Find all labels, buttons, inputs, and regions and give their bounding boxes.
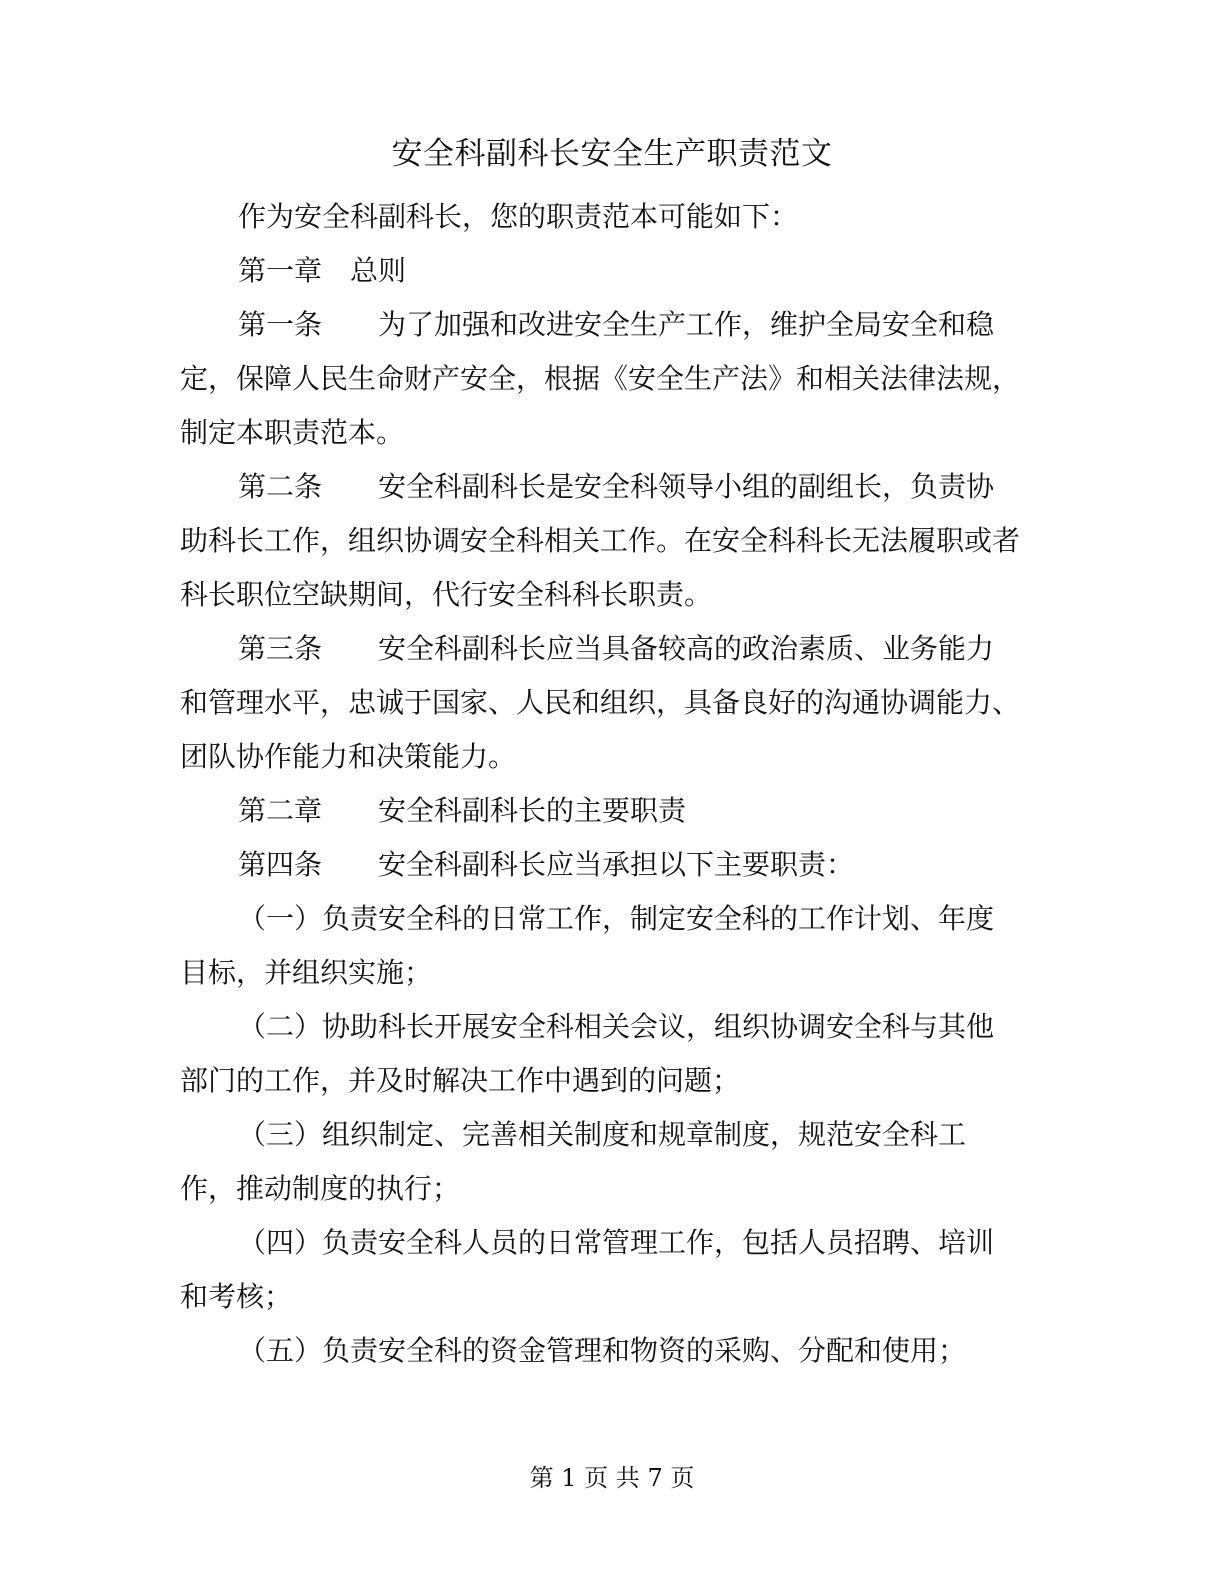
document-body (180, 190, 1020, 1378)
document-title: 安全科副科长安全生产职责范文 (391, 136, 833, 172)
article-2: 第二条 安全科副科长是安全科领导小组的副组长，负责协助科长工作，组织协调安全科相关工作。在安全科科长无法履职或者科长职位空缺期间，代行安全科科长职责。 (180, 470, 1021, 611)
duty-item-3: （三）组织制定、完善相关制度和规章制度，规范安全科工作，推动制度的执行； (180, 1118, 967, 1205)
duty-item-1: （一）负责安全科的日常工作，制定安全科的工作计划、年度目标，并组织实施； (180, 902, 995, 989)
duty-item-4: （四）负责安全科人员的日常管理工作，包括人员招聘、培训和考核； (180, 1226, 995, 1313)
article-1: 第一条 为了加强和改进安全生产工作，维护全局安全和稳定，保障人民生命财产安全，根据《安全生产法》和相关法律法规，制定本职责范本。 (180, 308, 1021, 449)
duty-item-2: （二）协助科长开展安全科相关会议，组织协调安全科与其他部门的工作，并及时解决工作中遇到的问题； (180, 1010, 995, 1097)
article-4: 第四条 安全科副科长应当承担以下主要职责： (238, 848, 855, 881)
chapter-2-heading: 第二章 安全科副科长的主要职责 (238, 794, 687, 827)
chapter-1-heading: 第一章 总则 (238, 254, 407, 287)
paragraph-intro: 作为安全科副科长，您的职责范本可能如下： (238, 200, 799, 233)
page-footer: 第 1 页 共 7 页 (529, 1464, 695, 1492)
article-3: 第三条 安全科副科长应当具备较高的政治素质、业务能力和管理水平，忠诚于国家、人民和组织，具备良好的沟通协调能力、团队协作能力和决策能力。 (180, 632, 1021, 773)
duty-item-5: （五）负责安全科的资金管理和物资的采购、分配和使用； (238, 1334, 967, 1367)
